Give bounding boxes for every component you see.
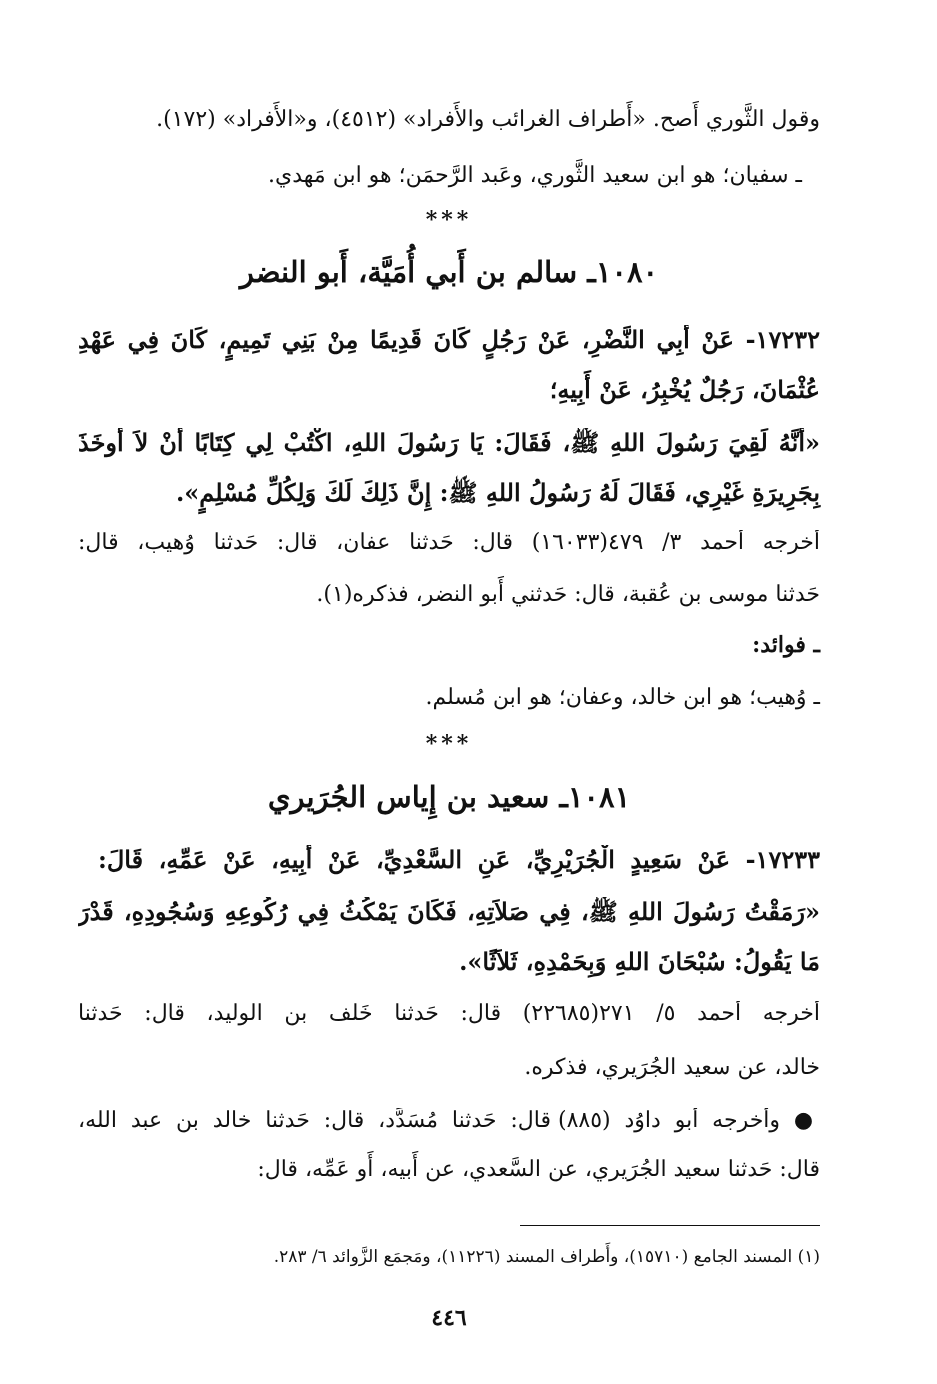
hadith-line: بِجَرِيرَةِ غَيْرِي، فَقَالَ لَهُ رَسُولُ اللهِ ﷺ: إِنَّ ذَلِكَ لَكَ وَلِكُلِّ مُسْلِمٍ». xyxy=(175,478,820,507)
hadith-line: ١٧٢٣٢- عَنْ أَبِي النَّضْرِ، عَنْ رَجُلٍ كَانَ قَدِيمًا مِنْ بَنِي تَمِيمٍ، كَانَ فِي عَهْدِ xyxy=(78,325,820,354)
text-line: وقول الثَّوري أَصح. «أَطراف الغرائب والأَفراد» (٤٥١٢)، و«الأَفراد» (١٧٢). xyxy=(156,107,820,132)
separator-stars: *** xyxy=(425,207,473,233)
hadith-line: مَا يَقُولُ: سُبْحَانَ اللهِ وَبِحَمْدِهِ، ثَلاَثًا». xyxy=(459,947,820,976)
hadith-line: «رَمَقْتُ رَسُولَ اللهِ ﷺ، فِي صَلاَتِهِ، فَكَانَ يَمْكُثُ فِي رُكُوعِهِ وَسُجُودِهِ، قَدْرَ xyxy=(78,897,820,926)
text-line: حَدثنا موسى بن عُقبة، قال: حَدثني أَبو النضر، فذكره(١). xyxy=(316,582,820,607)
hadith-line: عُثْمَانَ، رَجُلٌ يُخْبِرُ، عَنْ أَبِيهِ؛ xyxy=(549,375,820,404)
footnote: (١) المسند الجامع (١٥٧١٠)، وأَطراف المسند (١١٢٢٦)، ومَجمَع الزَّوائد ٦/ ٢٨٣. xyxy=(273,1247,820,1267)
separator-stars: *** xyxy=(425,731,473,757)
section-heading: ١٠٨١ـ سعيد بن إِياس الجُرَيري xyxy=(267,780,631,814)
text-line: ● وأَخرجه أَبو داوُد (٨٨٥) قال: حَدثنا مُسَدَّد، قال: حَدثنا خالد بن عبد الله، xyxy=(78,1108,820,1133)
text-line: ـ وُهيب؛ هو ابن خالد، وعفان؛ هو ابن مُسلم. xyxy=(425,685,820,710)
benefits-label: ـ فوائد: xyxy=(752,632,820,658)
footnote-divider xyxy=(520,1225,820,1226)
section-heading: ١٠٨٠ـ سالم بن أَبي أُمَيَّة، أَبو النضر xyxy=(239,255,659,289)
hadith-line: «أَنَّهُ لَقِيَ رَسُولَ اللهِ ﷺ، فَقَالَ: يَا رَسُولَ اللهِ، اكْتُبْ لِي كِتَابًا أَنْ لاَ أُوخَذَ xyxy=(78,428,820,457)
text-line: ـ سفيان؛ هو ابن سعيد الثَّوري، وعَبد الرَّحمَن؛ هو ابن مَهدي. xyxy=(268,163,802,188)
text-line: خالد، عن سعيد الجُرَيري، فذكره. xyxy=(524,1055,820,1080)
page-number: ٤٤٦ xyxy=(431,1305,467,1331)
text-line: قال: حَدثنا سعيد الجُرَيري، عن السَّعدي، عن أَبيه، أَو عَمِّه، قال: xyxy=(257,1157,820,1182)
text-line: أَخرجه أَحمد ٥/ ٢٧١(٢٢٦٨٥) قال: حَدثنا خَلف بن الوليد، قال: حَدثنا xyxy=(78,1001,820,1026)
text-line: أَخرجه أَحمد ٣/ ٤٧٩(١٦٠٣٣) قال: حَدثنا عفان، قال: حَدثنا وُهيب، قال: xyxy=(78,530,820,555)
hadith-line: ١٧٢٣٣- عَنْ سَعِيدٍ الْجُرَيْرِيِّ، عَنِ السَّعْدِيِّ، عَنْ أَبِيهِ، عَنْ عَمِّهِ، قَالَ: xyxy=(98,845,820,874)
